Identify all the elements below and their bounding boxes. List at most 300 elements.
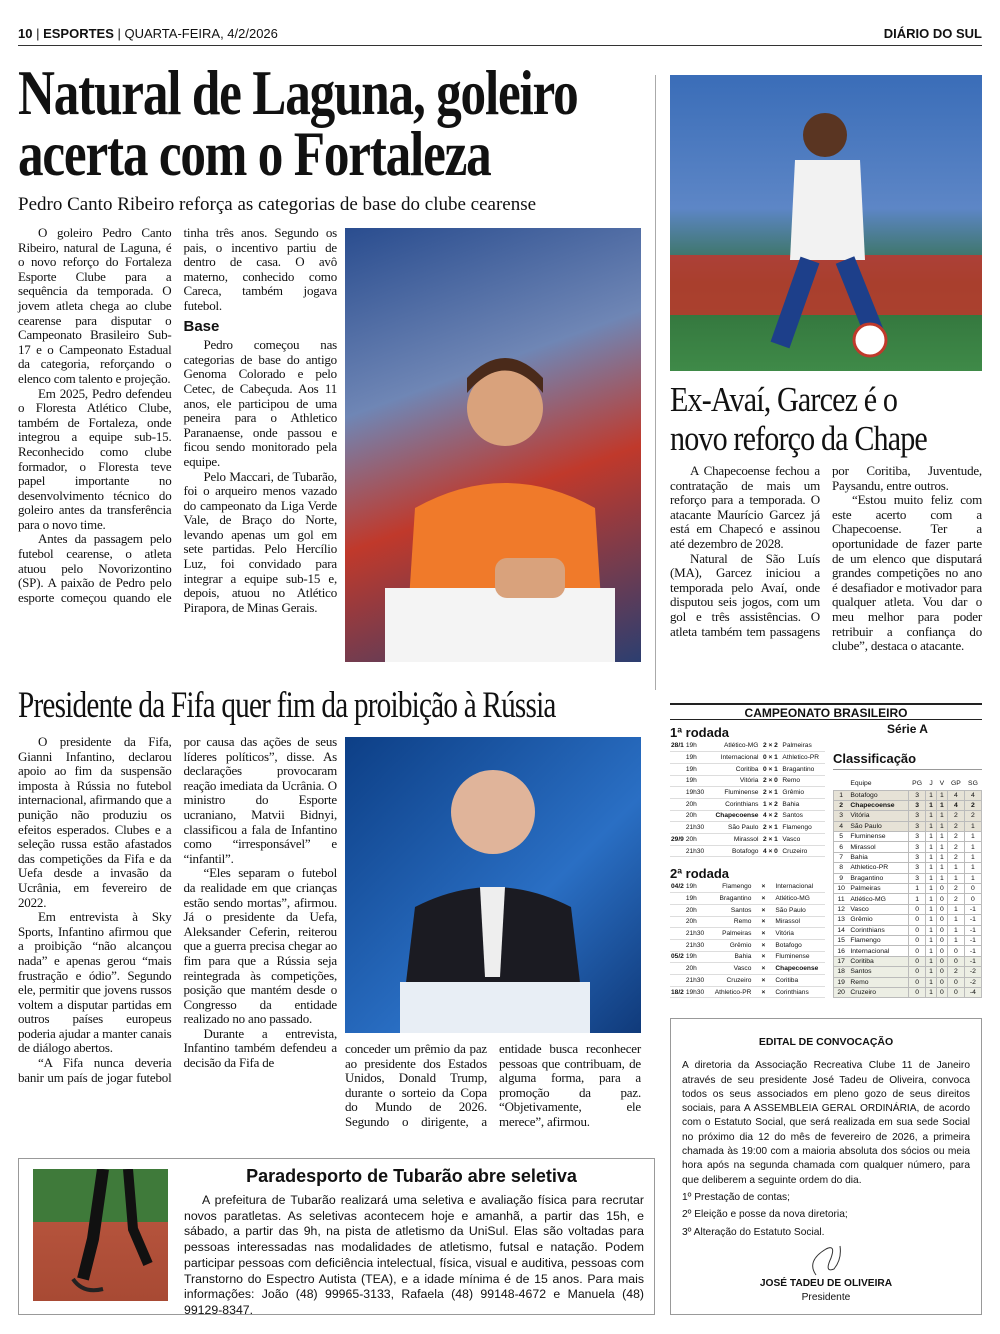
wins: 0 [936, 915, 947, 925]
headline-line: novo reforço da Chape [670, 419, 927, 458]
away-team: Chapecoense [774, 963, 825, 975]
paragraph: Em entrevista à Sky Sports, Infantino afirmou que a proibição “não alcançou nada” e apenas gerou “mais frustração e ódio”. Segundo ele, permitir que jovens russos voltem a disputar partidas em outros países europeus poderia ajudar a manter canais de diálogo abertos. [18, 909, 172, 1056]
paragraph: Em 2025, Pedro defendeu o Floresta Atlético Clube, também de Fortaleza, onde integrou a equipe sub-15. Reconhecido como clube formador, o Floresta teve papel importante no desenvolvimento técnico do goleiro antes da transferência para o novo time. [18, 385, 172, 532]
versus-separator: × [752, 928, 774, 940]
home-team: Flamengo [709, 881, 753, 893]
match-score: 0 × 1 [759, 752, 781, 764]
versus-separator: × [752, 916, 774, 928]
infantino-photo [345, 737, 641, 1033]
match-row [670, 787, 825, 799]
team-name: Vitória [848, 811, 908, 821]
position: 6 [834, 842, 849, 852]
match-date [670, 810, 685, 822]
wins: 1 [936, 821, 947, 831]
position: 12 [834, 904, 849, 914]
match-score: 2 × 1 [759, 787, 781, 799]
team-name: Athletico-PR [848, 863, 908, 873]
signer-role: Presidente [801, 1292, 851, 1304]
goal-difference: 0 [964, 894, 981, 904]
paragraph: O presidente da Fifa, Gianni Infantino, declarou apoio ao fim da suspensão imposta à Rússia no futebol internacional, afirmando que a punição não produziu os efeitos esperados. Clubes e a seleção russa estão afastados das competições da Fifa e da Uefa desde a invasão da Ucrânia, em fevereiro de 2022. [18, 734, 172, 910]
round1 [670, 725, 825, 857]
paragraph: Natural de São Luís (MA), Garcez iniciou a temporada pelo Avaí, onde disputou seis jogos, com um gol e três assistências. O atleta também tem passagens por Coritiba, Juventude, Paysandu, entre outros. [670, 463, 982, 639]
points: 0 [909, 946, 926, 956]
position: 5 [834, 832, 849, 842]
games: 1 [926, 884, 937, 894]
games: 1 [926, 904, 937, 914]
article3-headline: Presidente da Fifa quer fim da proibição à Rússia [18, 685, 556, 726]
column-header: J [929, 780, 933, 788]
wins: 0 [936, 884, 947, 894]
fixture-row [670, 928, 825, 940]
goalkeeper-signing-photo [345, 228, 641, 662]
away-team: Vitória [774, 928, 825, 940]
away-team: Fluminense [774, 951, 825, 963]
home-team: Internacional [709, 752, 760, 764]
headline-line: acerta com o Fortaleza [18, 118, 491, 189]
goal-difference: -1 [964, 935, 981, 945]
goals-for: 2 [947, 832, 964, 842]
standings-header [834, 778, 982, 790]
home-team: Vasco [709, 963, 753, 975]
position: 14 [834, 925, 849, 935]
match-row [670, 740, 825, 752]
games: 1 [926, 873, 937, 883]
match-date [670, 904, 685, 916]
games: 1 [926, 800, 937, 810]
home-team: Grêmio [709, 939, 753, 951]
away-team: Flamengo [781, 822, 825, 834]
team-name: São Paulo [848, 821, 908, 831]
paragraph: Antes da passagem pelo futebol cearense, o atleta atuou pelo Novorizontino (SP). A paixão de Pedro pelo esporte começou quando ele tinha três anos. Segundo os pais, o incentivo partiu de dentro de casa. O avô materno, conhecido como Careca, também jogava futebol. [18, 225, 337, 605]
match-date [670, 752, 685, 764]
wins: 1 [936, 832, 947, 842]
round1-table [670, 740, 825, 857]
versus-separator: × [752, 951, 774, 963]
position: 9 [834, 873, 849, 883]
position: 19 [834, 977, 849, 987]
points: 0 [909, 935, 926, 945]
section-subhead: Base [183, 317, 220, 335]
games: 1 [926, 967, 937, 977]
points: 3 [909, 790, 926, 800]
match-time: 21h30 [685, 822, 709, 834]
home-team: Atlético-MG [709, 740, 760, 752]
fixture-row [670, 904, 825, 916]
goal-difference: 1 [964, 863, 981, 873]
column-header: V [939, 780, 945, 788]
player-running-illustration [670, 75, 982, 371]
position: 16 [834, 946, 849, 956]
team-name: Bahia [848, 852, 908, 862]
standings-row [834, 967, 982, 977]
edital-item: 1º Prestação de contas; [682, 1191, 790, 1203]
match-row [670, 822, 825, 834]
fixture-row [670, 951, 825, 963]
goals-for: 0 [947, 987, 964, 997]
paradesporto-title: Paradesporto de Tubarão abre seletiva [246, 1166, 577, 1186]
standings-row [834, 894, 982, 904]
team-name: Corinthians [848, 925, 908, 935]
runner-photo [33, 1169, 168, 1301]
goals-for: 4 [947, 790, 964, 800]
goals-for: 0 [947, 956, 964, 966]
goal-difference: -1 [964, 915, 981, 925]
versus-separator: × [752, 893, 774, 905]
team-name: Palmeiras [848, 884, 908, 894]
match-time: 20h [685, 834, 709, 846]
article1-headline [18, 57, 578, 189]
points: 3 [909, 800, 926, 810]
paragraph: Pedro começou nas categorias de base do antigo Genoma Colorado e pelo Cetec, de Cabeçuda. Aos 11 anos, ele participou de uma peneira para o Athletico Paranaense, onde passou e ficou sendo monitorado pela equipe. [183, 337, 337, 469]
match-date: 05/2 [670, 951, 685, 963]
goals-for: 0 [947, 977, 964, 987]
standings-row [834, 832, 982, 842]
away-team: Vasco [781, 834, 825, 846]
home-team: Fluminense [709, 787, 760, 799]
match-score: 4 × 0 [759, 845, 781, 857]
wins: 0 [936, 894, 947, 904]
match-date [670, 763, 685, 775]
match-time: 19h [685, 881, 709, 893]
away-team: São Paulo [774, 904, 825, 916]
fixture-row [670, 916, 825, 928]
goals-for: 2 [947, 894, 964, 904]
match-score: 0 × 1 [759, 763, 781, 775]
home-team: Chapecoense [709, 810, 760, 822]
goal-difference: -1 [964, 904, 981, 914]
standings-row [834, 946, 982, 956]
wins: 0 [936, 904, 947, 914]
goal-difference: -2 [964, 967, 981, 977]
column-header [834, 778, 849, 790]
games: 1 [926, 790, 937, 800]
standings-row [834, 811, 982, 821]
goals-for: 2 [947, 842, 964, 852]
team-name: Fluminense [848, 832, 908, 842]
goals-for: 2 [947, 821, 964, 831]
standings-row [834, 915, 982, 925]
match-date [670, 798, 685, 810]
article2-body [670, 464, 982, 654]
article1-body [18, 226, 337, 615]
versus-separator: × [752, 881, 774, 893]
goals-for: 0 [947, 946, 964, 956]
points: 1 [909, 884, 926, 894]
points: 0 [909, 967, 926, 977]
match-time: 19h [685, 951, 709, 963]
article3-continuation [345, 1042, 641, 1130]
paragraph: “Estou muito feliz com este acerto com a Chapecoense. Ter a oportunidade de fazer parte de um elenco que disputará grandes competições no ano é desafiador e motivador para qualquer atleta. Vou dar o meu melhor para poder retribuir a confiança do clube”, destaca o atacante. [832, 492, 982, 654]
round1-label: 1ª rodada [670, 725, 729, 740]
column-header: GP [950, 780, 961, 788]
standings-row [834, 987, 982, 997]
standings-row [834, 790, 982, 800]
points: 3 [909, 852, 926, 862]
goals-for: 1 [947, 863, 964, 873]
column-header: Equipe [850, 780, 872, 788]
wins: 0 [936, 925, 947, 935]
newspaper-name: DIÁRIO DO SUL [883, 26, 982, 41]
team-name: Cruzeiro [848, 987, 908, 997]
article2-headline [670, 380, 927, 458]
standings-row [834, 852, 982, 862]
points: 0 [909, 977, 926, 987]
home-team: Vitória [709, 775, 760, 787]
points: 0 [909, 904, 926, 914]
prosthetic-runner-illustration [33, 1169, 168, 1301]
paragraph: Pelo Maccari, de Tubarão, foi o arqueiro menos vazado do campeonato da Liga Verde Vale, de Braço do Norte, levando apenas um gol em sete partidas. Pelo Hercílio Luz, foi convidado para integrar a equipe sub-15 e, depois, atuou no Atlético Pirapora, de Minas Gerais. [183, 468, 337, 615]
fixture-row [670, 939, 825, 951]
goal-difference: 1 [964, 852, 981, 862]
match-date: 18/2 [670, 986, 685, 998]
away-team: Corinthians [774, 986, 825, 998]
section-name: ESPORTES [43, 26, 114, 41]
match-time: 21h30 [685, 939, 709, 951]
position: 11 [834, 894, 849, 904]
match-time: 20h [685, 963, 709, 975]
away-team: Atlético-MG [774, 893, 825, 905]
points: 3 [909, 873, 926, 883]
versus-separator: × [752, 986, 774, 998]
series-label: Série A [887, 722, 928, 736]
match-row [670, 763, 825, 775]
goal-difference: 2 [964, 811, 981, 821]
games: 1 [926, 842, 937, 852]
headline-line: Ex-Avaí, Garcez é o [670, 380, 898, 419]
edition-date: QUARTA-FEIRA, 4/2/2026 [124, 26, 278, 41]
standings-row [834, 821, 982, 831]
page-header: 10 | ESPORTES | QUARTA-FEIRA, 4/2/2026 DIÁRIO DO SUL [18, 26, 982, 46]
paradesporto-body: A prefeitura de Tubarão realizará uma seletiva e avaliação física para recrutar novos paratletas. As seletivas acontecem hoje e amanhã, a partir das 15h, e sábado, a partir das 9h, na pista de atletismo da UniSul. Elas são voltadas para pessoas interessadas nas modalidades de atletismo, futsal e natação. Podem participar pessoas com deficiência intelectual, física, visual e auditiva, pessoas com Transtorno do Espectro Autista (TEA), e a idade mínima é de 15 anos. Para mais informações: João (48) 99965-3133, Rafaela (48) 99148-4672 e Manuela (48) 99129-8347. [184, 1193, 644, 1317]
match-score: 1 × 2 [759, 798, 781, 810]
goals-for: 4 [947, 800, 964, 810]
paragraph: Durante a entrevista, Infantino também defendeu a decisão da Fifa de [183, 1025, 337, 1071]
position: 4 [834, 821, 849, 831]
points: 0 [909, 987, 926, 997]
position: 3 [834, 811, 849, 821]
goal-difference: 1 [964, 821, 981, 831]
wins: 1 [936, 852, 947, 862]
goal-difference: 4 [964, 790, 981, 800]
team-name: Santos [848, 967, 908, 977]
standings-row [834, 800, 982, 810]
standings-row [834, 884, 982, 894]
match-time: 19h [685, 763, 709, 775]
away-team: Athletico-PR [781, 752, 825, 764]
team-name: Internacional [848, 946, 908, 956]
away-team: Internacional [774, 881, 825, 893]
match-time: 21h30 [685, 975, 709, 987]
match-date [670, 787, 685, 799]
goal-difference: 1 [964, 873, 981, 883]
headline-line: Natural de Laguna, goleiro [18, 57, 578, 128]
position: 18 [834, 967, 849, 977]
points: 0 [909, 956, 926, 966]
goal-difference: 0 [964, 884, 981, 894]
goal-difference: 1 [964, 842, 981, 852]
paradesporto-box [18, 1158, 655, 1315]
wins: 0 [936, 977, 947, 987]
match-date [670, 893, 685, 905]
match-time: 20h [685, 916, 709, 928]
home-team: Athletico-PR [709, 986, 753, 998]
wins: 1 [936, 842, 947, 852]
goals-for: 2 [947, 811, 964, 821]
wins: 0 [936, 987, 947, 997]
match-time: 19h30 [685, 787, 709, 799]
position: 15 [834, 935, 849, 945]
team-name: Mirassol [848, 842, 908, 852]
edital-box [670, 1018, 982, 1315]
away-team: Remo [781, 775, 825, 787]
games: 1 [926, 935, 937, 945]
paragraph: conceder um prêmio da paz ao presidente dos Estados Unidos, Donald Trump, durante o sorteio da Copa do Mundo de 2026. Segundo o dirigente, a entidade busca reconhecer pessoas que contribuam, de alguma forma, para a promoção da paz. “Objetivamente, ele merece”, afirmou. [345, 1041, 641, 1129]
edital-item: 2º Eleição e posse da nova diretoria; [682, 1209, 848, 1221]
wins: 0 [936, 935, 947, 945]
points: 0 [909, 915, 926, 925]
match-date [670, 775, 685, 787]
versus-separator: × [752, 939, 774, 951]
match-row [670, 798, 825, 810]
team-name: Atlético-MG [848, 894, 908, 904]
match-date [670, 939, 685, 951]
match-time: 19h [685, 752, 709, 764]
match-date [670, 928, 685, 940]
away-team: Santos [781, 810, 825, 822]
page-number: 10 [18, 26, 33, 41]
points: 3 [909, 811, 926, 821]
fixture-row [670, 986, 825, 998]
player-signing-illustration [345, 228, 641, 662]
position: 1 [834, 790, 849, 800]
points: 3 [909, 842, 926, 852]
signature-icon [796, 1243, 856, 1277]
match-score: 2 × 0 [759, 775, 781, 787]
goal-difference: -1 [964, 925, 981, 935]
away-team: Bragantino [781, 763, 825, 775]
points: 3 [909, 832, 926, 842]
goals-for: 1 [947, 915, 964, 925]
signer-name: JOSÉ TADEU DE OLIVEIRA [759, 1277, 893, 1289]
home-team: Remo [709, 916, 753, 928]
position: 10 [834, 884, 849, 894]
team-name: Bragantino [848, 873, 908, 883]
wins: 1 [936, 811, 947, 821]
wins: 0 [936, 946, 947, 956]
standings-row [834, 935, 982, 945]
goal-difference: -1 [964, 956, 981, 966]
away-team: Bahia [781, 798, 825, 810]
match-date: 29/9 [670, 834, 685, 846]
points: 0 [909, 925, 926, 935]
position: 8 [834, 863, 849, 873]
team-name: Coritiba [848, 956, 908, 966]
team-name: Botafogo [848, 790, 908, 800]
match-date [670, 822, 685, 834]
away-team: Grêmio [781, 787, 825, 799]
match-score: 4 × 2 [759, 810, 781, 822]
garcez-action-photo [670, 75, 982, 371]
edital-body: A diretoria da Associação Recreativa Clube 11 de Janeiro através de seu presidente José Tadeu de Oliveira, convoca todos os seus associados em pleno gozo de seus direitos sociais, para A ASSEMBLEIA GERAL ORDINÁRIA, de acordo com o Estatuto Social, que será realizada em sua sede Social no próximo dia 12 do mês de fevereiro de 2026, a primeira chamada às 19:00 com a maioria absoluta dos sócios ou meia hora após na segunda chamada com qualquer número, para que deliberem a seguinte ordem do dia. [682, 1060, 970, 1186]
home-team: Corinthians [709, 798, 760, 810]
home-team: Coritiba [709, 763, 760, 775]
wins: 1 [936, 863, 947, 873]
fixture-row [670, 893, 825, 905]
paragraph: “Eles separam o futebol da realidade em que crianças estão sendo mortas”, afirmou. Já o presidente da Uefa, Aleksander Ceferin, reiterou que a guerra precisa chegar ao fim para que a Rússia seja reintegrada às competições, posição que mantém desde o Congresso da entidade realizado no ano passado. [183, 865, 337, 1027]
match-time: 19h30 [685, 986, 709, 998]
position: 7 [834, 852, 849, 862]
versus-separator: × [752, 904, 774, 916]
goal-difference: 2 [964, 800, 981, 810]
match-date [670, 963, 685, 975]
goals-for: 1 [947, 873, 964, 883]
match-date: 28/1 [670, 740, 685, 752]
home-team: Santos [709, 904, 753, 916]
away-team: Palmeiras [781, 740, 825, 752]
versus-separator: × [752, 963, 774, 975]
match-row [670, 810, 825, 822]
home-team: Mirassol [709, 834, 760, 846]
match-time: 21h30 [685, 928, 709, 940]
position: 13 [834, 915, 849, 925]
fixture-row [670, 881, 825, 893]
speaker-illustration [345, 737, 641, 1033]
team-name: Chapecoense [848, 800, 908, 810]
match-time: 20h [685, 810, 709, 822]
standings-row [834, 925, 982, 935]
standings-table [833, 778, 982, 998]
standings-row [834, 873, 982, 883]
match-row [670, 752, 825, 764]
points: 3 [909, 863, 926, 873]
match-time: 19h [685, 775, 709, 787]
goals-for: 1 [947, 904, 964, 914]
match-row [670, 845, 825, 857]
match-date [670, 975, 685, 987]
standings [833, 751, 982, 998]
round2-table [670, 881, 825, 998]
games: 1 [926, 811, 937, 821]
standings-row [834, 904, 982, 914]
match-score: 2 × 1 [759, 822, 781, 834]
points: 1 [909, 894, 926, 904]
goals-for: 1 [947, 925, 964, 935]
games: 1 [926, 925, 937, 935]
home-team: Botafogo [709, 845, 760, 857]
article1-subtitle: Pedro Canto Ribeiro reforça as categorias de base do clube cearense [18, 194, 537, 215]
standings-label: Classificação [833, 751, 982, 770]
match-time: 19h [685, 893, 709, 905]
fixture-row [670, 963, 825, 975]
match-time: 21h30 [685, 845, 709, 857]
match-time: 20h [685, 798, 709, 810]
match-row [670, 775, 825, 787]
home-team: São Paulo [709, 822, 760, 834]
edital-item: 3º Alteração do Estatuto Social. [682, 1226, 825, 1238]
wins: 1 [936, 873, 947, 883]
games: 1 [926, 832, 937, 842]
away-team: Mirassol [774, 916, 825, 928]
goals-for: 2 [947, 884, 964, 894]
round2 [670, 866, 825, 998]
goals-for: 2 [947, 967, 964, 977]
match-row [670, 834, 825, 846]
home-team: Bragantino [709, 893, 753, 905]
match-score: 2 × 2 [759, 740, 781, 752]
wins: 1 [936, 790, 947, 800]
team-name: Remo [848, 977, 908, 987]
wins: 1 [936, 800, 947, 810]
